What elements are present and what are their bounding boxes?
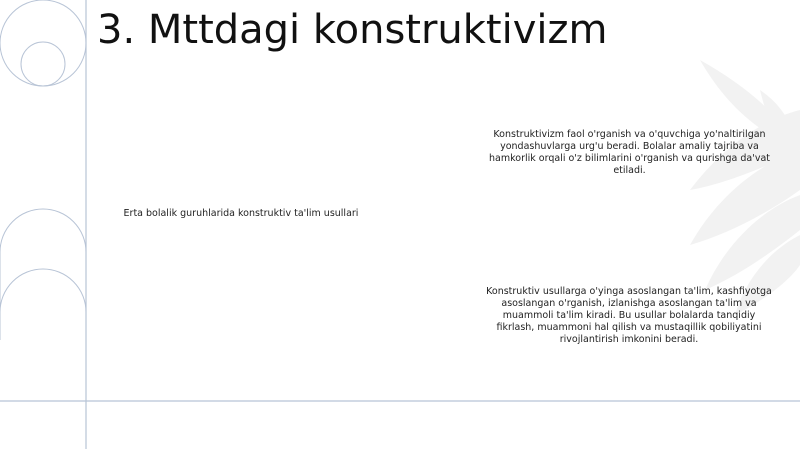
ornament-small-circle [21, 42, 65, 86]
ornament-arch-upper [0, 209, 86, 340]
ornament-arch-lower [0, 269, 86, 340]
left-ornament [0, 0, 86, 340]
paragraph-constructivism-definition: Konstruktivizm faol o'rganish va o'quvchiga yo'naltirilgan yondashuvlarga urg'u beradi. Bolalar amaliy tajriba va hamkorlik orqali o'z bilimlarini o'rganish va qurishga da'vat etiladi. [489, 129, 770, 176]
palm-leaf-watermark [690, 60, 800, 315]
slide-title: 3. Mttdagi konstruktivizm [97, 7, 608, 53]
slide-subtitle: Erta bolalik guruhlarida konstruktiv ta'lim usullari [123, 208, 359, 219]
ornament-large-circle [0, 0, 86, 86]
paragraph-constructive-methods: Konstruktiv usullarga o'yinga asoslangan ta'lim, kashfiyotga asoslangan o'rganish, izlanishga asoslangan ta'lim va muammoli ta'lim kiradi. Bu usullar bolalarda tanqidiy fikrlash, muammoni hal qilish va mustaqillik qobiliyatini rivojlantirish imkonini beradi. [486, 286, 772, 345]
